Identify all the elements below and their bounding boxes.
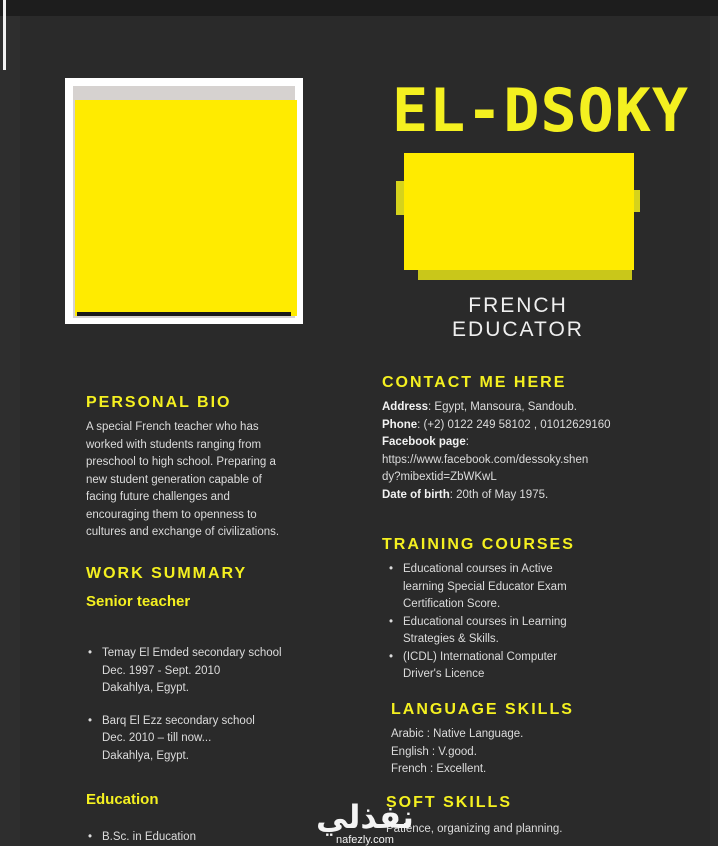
job-item: • Temay El Emded secondary school Dec. 1997 - Sept. 2010 Dakahlya, Egypt. [102, 645, 342, 698]
facebook-link[interactable]: https://www.facebook.com/dessoky.shen [382, 453, 589, 466]
education-item: • B.Sc. in Education [102, 829, 302, 846]
role-line-1: FRENCH [468, 294, 568, 317]
watermark-arabic: نفذلي [316, 798, 414, 836]
training-item: • Educational courses in Active learning Special Educator Exam Certification Score. [403, 561, 653, 614]
education-heading: Education [86, 791, 159, 808]
watermark-url: nafezly.com [336, 834, 394, 846]
education-list [102, 829, 302, 846]
work-summary-subtitle: Senior teacher [86, 593, 191, 610]
resume-page [20, 16, 710, 846]
training-heading: TRAINING COURSES [382, 536, 575, 553]
job-role [418, 294, 618, 342]
watermark-logo [316, 800, 414, 846]
facebook-link-cont[interactable]: dy?mibextid=ZbWKwL [382, 471, 497, 483]
profile-photo-image [73, 86, 295, 318]
name-first: EL-DSOKY [392, 76, 689, 146]
contact-heading: CONTACT ME HERE [382, 374, 567, 391]
viewer-top-bar [0, 0, 718, 16]
text-cursor [3, 0, 6, 70]
profile-photo [65, 78, 303, 324]
language-list: Arabic : Native Language. English : V.good. French : Excellent. [391, 728, 524, 775]
photo-redaction [75, 100, 297, 316]
language-heading: LANGUAGE SKILLS [391, 701, 574, 718]
job-item: • Barq El Ezz secondary school Dec. 2010 – till now... Dakahlya, Egypt. [102, 713, 342, 766]
soft-skills-text: Patience, organizing and planning. [386, 823, 563, 835]
contact-details: Address: Egypt, Mansoura, Sandoub. Phone: (+2) 0122 249 58102 , 01012629160 Facebook page: https://www.facebook.com/dessoky.shen dy?mibextid=ZbWKwL Date of birth: 20th of May 1975. [382, 399, 672, 504]
role-line-2: EDUCATOR [452, 318, 584, 341]
job-list [102, 645, 342, 765]
work-summary-heading: WORK SUMMARY [86, 565, 248, 582]
training-list [403, 561, 653, 684]
personal-bio-text: A special French teacher who has worked with students ranging from preschool to high school. Preparing a new student generation capable of facing future challenges and encouraging them to openness to cultures and exchange of civilizations. [86, 421, 280, 538]
personal-bio-heading: PERSONAL BIO [86, 394, 232, 411]
training-item: • (ICDL) International Computer Driver's Licence [403, 649, 653, 684]
name-peek-bottom [418, 270, 632, 280]
name-redaction [404, 153, 634, 270]
soft-skills-heading: SOFT SKILLS [386, 794, 512, 811]
training-item: • Educational courses in Learning Strategies & Skills. [403, 614, 653, 649]
photo-bottom-edge [77, 312, 291, 316]
